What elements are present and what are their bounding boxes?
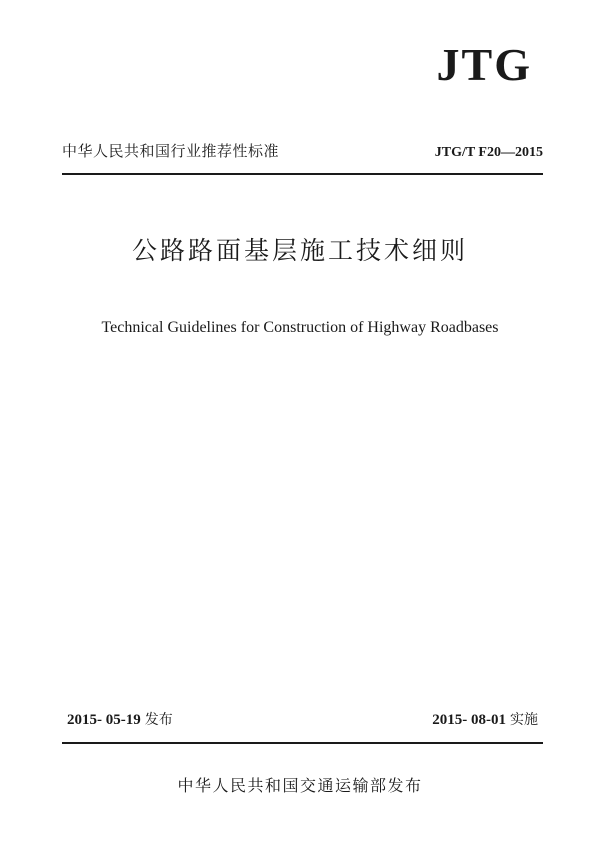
effective-date: 2015- 08-01 [432,712,506,728]
standard-category: 中华人民共和国行业推荐性标准 [62,142,280,160]
jtg-logo: JTG [436,39,532,90]
issued-date: 2015- 05-19 [67,712,141,728]
effective-date-line [432,710,538,730]
title-english: Technical Guidelines for Construction of Highway Roadbases [101,319,499,336]
issued-label: 发布 [144,712,173,728]
effective-label: 实施 [510,712,538,728]
title-chinese: 公路路面基层施工技术细则 [131,236,468,265]
issued-date-line [67,710,173,730]
bottom-divider [62,742,543,744]
publisher: 中华人民共和国交通运输部发布 [177,776,423,795]
top-divider [62,173,543,175]
standard-code: JTG/T F20—2015 [434,145,543,160]
